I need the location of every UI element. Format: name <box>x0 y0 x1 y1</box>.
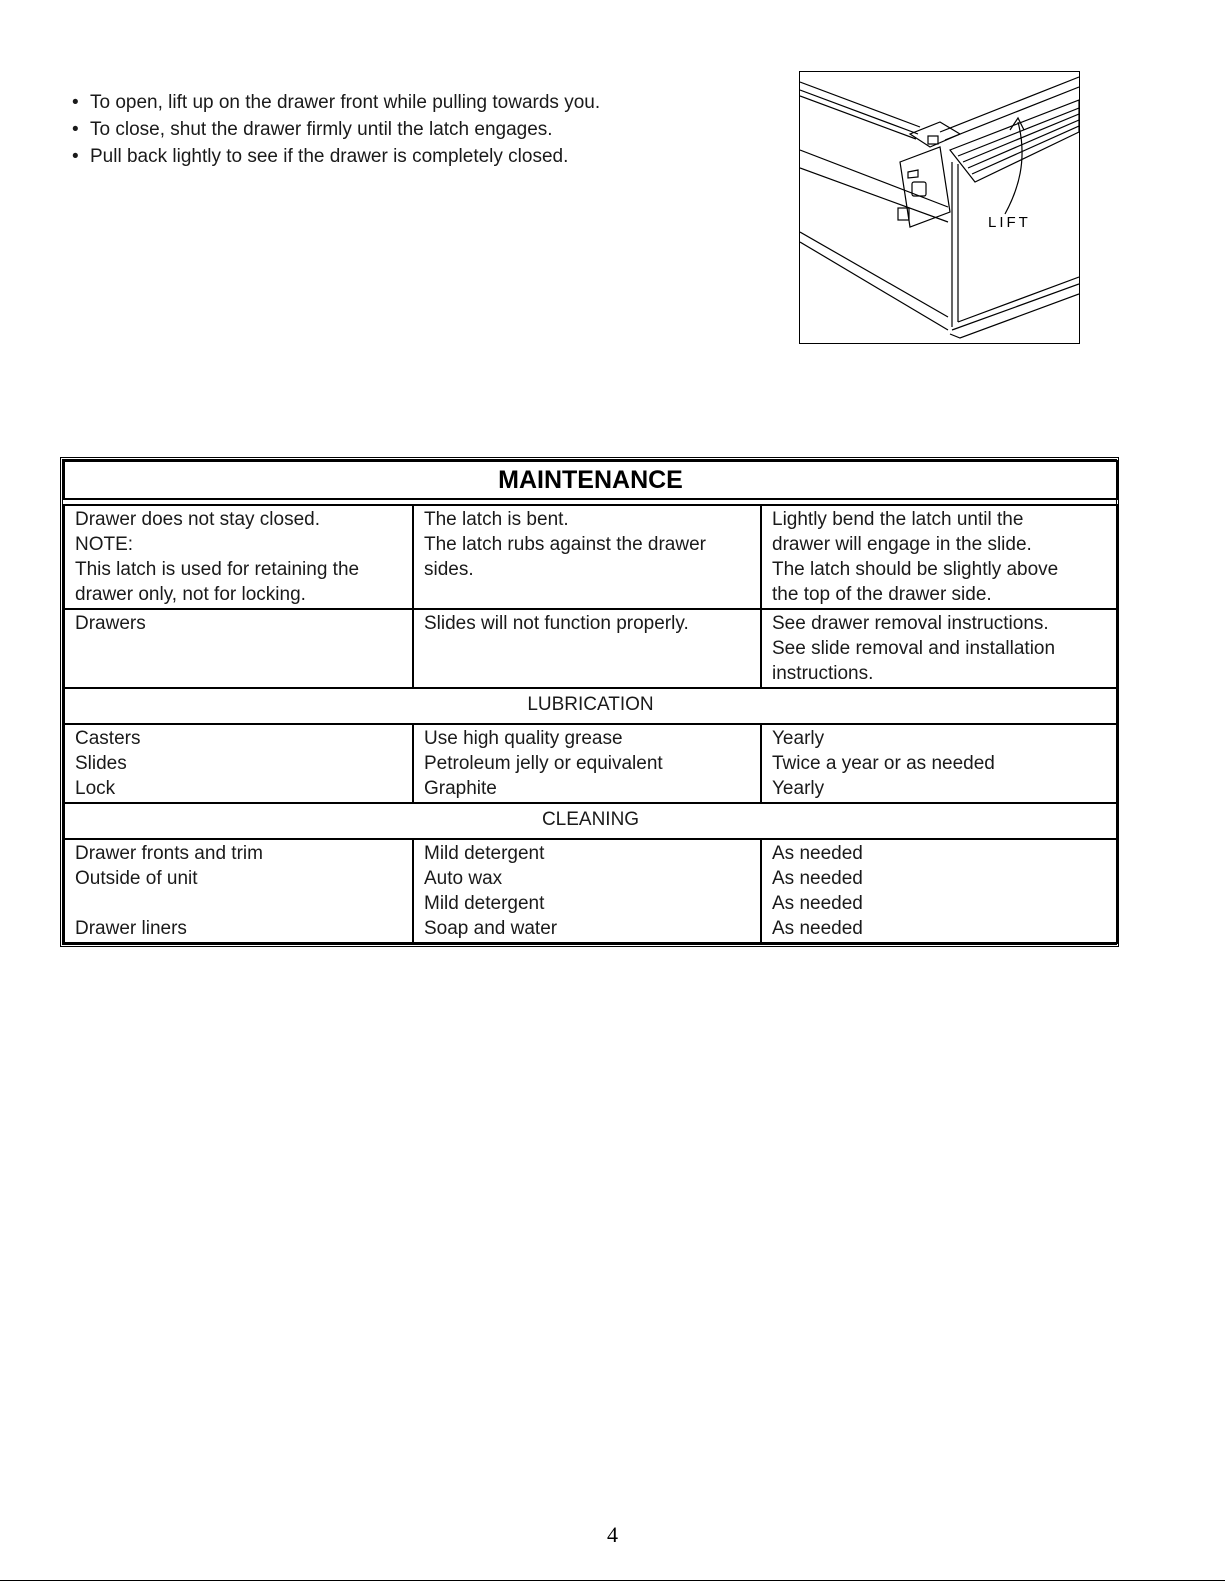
lift-label: LIFT <box>988 214 1031 231</box>
remedy-cell: See drawer removal instructions. See slide removal and installation instructions. <box>761 609 1117 688</box>
table-row <box>64 724 1117 803</box>
maintenance-title: MAINTENANCE <box>64 461 1117 499</box>
frequency-cell: Yearly Twice a year or as needed Yearly <box>761 724 1117 803</box>
remedy-cell: Lightly bend the latch until the drawer will engage in the slide. The latch should be slightly above the top of the drawer side. <box>761 505 1117 609</box>
instruction-item: • Pull back lightly to see if the drawer is completely closed. <box>72 143 600 170</box>
part-cell: Drawer fronts and trim Outside of unit Drawer liners <box>64 839 413 943</box>
problem-cell: Drawer does not stay closed. NOTE: This latch is used for retaining the drawer only, not for locking. <box>64 505 413 609</box>
cause-cell: Slides will not function properly. <box>413 609 761 688</box>
instruction-list <box>72 89 600 170</box>
maintenance-table <box>60 457 1119 947</box>
drawer-latch-illustration <box>799 71 1080 344</box>
part-cell: Casters Slides Lock <box>64 724 413 803</box>
cause-cell: The latch is bent. The latch rubs against the drawer sides. <box>413 505 761 609</box>
frequency-cell: As needed As needed As needed As needed <box>761 839 1117 943</box>
bottom-rule <box>0 1580 1225 1581</box>
cleaning-heading: CLEANING <box>64 803 1117 839</box>
cleaner-cell: Mild detergent Auto wax Mild detergent Soap and water <box>413 839 761 943</box>
table-row <box>64 839 1117 943</box>
lubricant-cell: Use high quality grease Petroleum jelly or equivalent Graphite <box>413 724 761 803</box>
drawer-latch-drawing <box>800 72 1079 343</box>
problem-cell: Drawers <box>64 609 413 688</box>
table-row <box>64 505 1117 609</box>
table-row <box>64 609 1117 688</box>
instruction-item: • To close, shut the drawer firmly until the latch engages. <box>72 116 600 143</box>
instruction-item: • To open, lift up on the drawer front while pulling towards you. <box>72 89 600 116</box>
lubrication-heading: LUBRICATION <box>64 688 1117 724</box>
page-number: 4 <box>607 1522 618 1547</box>
